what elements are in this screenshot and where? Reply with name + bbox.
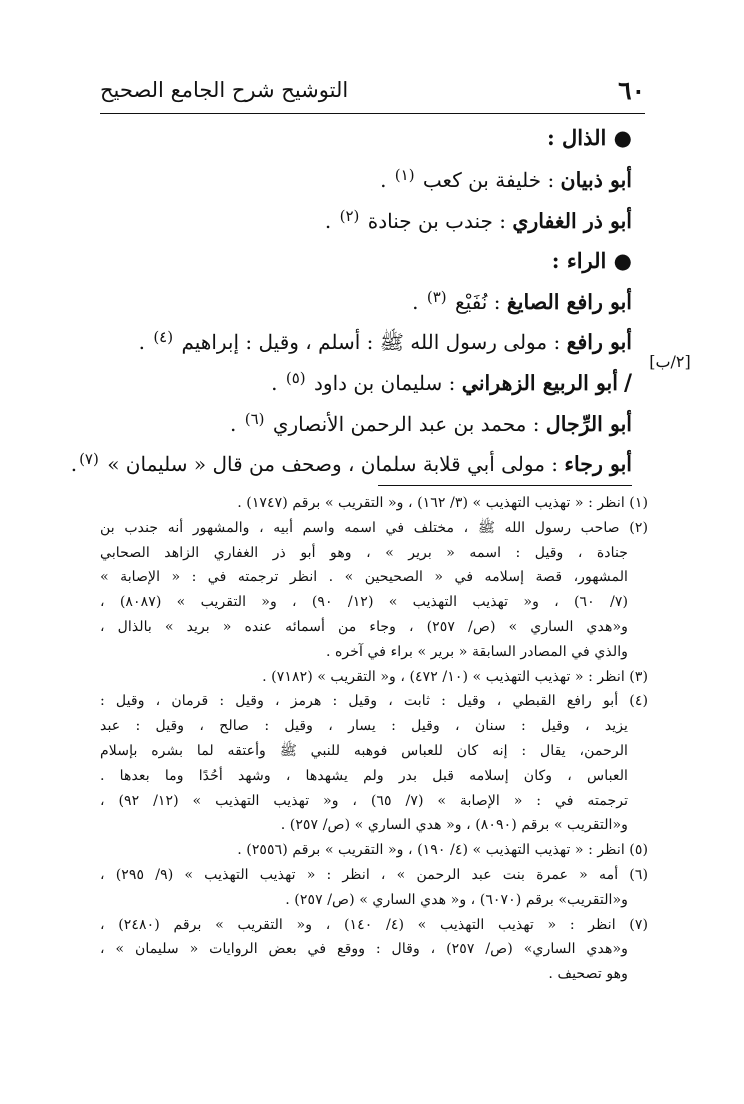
page-number: ٦٠ bbox=[618, 76, 645, 105]
folio-slash: / bbox=[623, 369, 632, 396]
running-title: التوشيح شرح الجامع الصحيح bbox=[100, 78, 349, 102]
entry-tail: . bbox=[412, 289, 425, 314]
entry-text: : جندب بن جنادة bbox=[361, 208, 513, 233]
entry-kunya: أبو رجاء bbox=[564, 452, 632, 477]
entry-text: : نُفَيْع bbox=[448, 289, 507, 314]
entry-kunya: أبو رافع bbox=[566, 330, 632, 355]
footnote-line: و«هدي الساري » (ص/ ٢٥٧) ، وجاء من أسمائه عنده « بريد » بالذال ، bbox=[100, 618, 628, 635]
section-heading-dhal bbox=[100, 116, 632, 160]
entry-abu-dhubyan bbox=[100, 160, 632, 201]
footnote-ref: (٥) bbox=[285, 368, 306, 387]
footnote-line: (٣) انظر : « تهذيب التهذيب » (١٠/ ٤٧٢) ، و« التقريب » (٧١٨٢) . bbox=[262, 668, 648, 685]
entry-tail: . bbox=[324, 208, 338, 233]
footnote-ref: (٧) bbox=[79, 450, 99, 469]
footnote-line: يزيد ، وقيل : سنان ، وقيل : يسار ، وقيل : صالح ، وقيل : عبد bbox=[100, 718, 628, 735]
entry-text: : محمد بن عبد الرحمن الأنصاري bbox=[266, 411, 546, 436]
margin-folio-note: [٢/ب] bbox=[649, 352, 691, 371]
header-rule bbox=[100, 113, 645, 114]
footnote-line: (٧/ ٦٠) ، و« تهذيب التهذيب » (١٢/ ٩٠) ، و« التقريب » (٨٠٨٧) ، bbox=[100, 594, 628, 611]
entry-text: : مولى رسول الله ﷺ : أسلم ، وقيل : إبراهيم bbox=[175, 330, 567, 355]
entry-abu-raja bbox=[70, 444, 632, 485]
footnote-line: (٢) صاحب رسول الله ﷺ ، مختلف في اسمه واسم أبيه ، والمشهور أنه جندب بن bbox=[100, 519, 648, 536]
entry-text: : سليمان بن داود bbox=[307, 370, 462, 395]
entry-abu-dharr bbox=[100, 201, 632, 242]
heading-text: ● الذال : bbox=[546, 125, 632, 150]
footnote-line: الرحمن، يقال : إنه كان للعباس فوهبه للنبي ﷺ وأعتقه لما بشره بإسلام bbox=[100, 742, 628, 759]
footnote-line: العباس ، وكان إسلامه قبل بدر ولم يشهدها ، وشهد أحُدًا وما بعدها . bbox=[100, 767, 628, 784]
section-heading-ra bbox=[100, 241, 632, 282]
footnotes bbox=[100, 491, 648, 987]
entry-abu-rafi bbox=[100, 322, 632, 363]
footnote-line: و«التقريب » برقم (٨٠٩٠) ، و« هدي الساري » (ص/ ٢٥٧) . bbox=[280, 817, 628, 834]
entry-kunya: أبو رافع الصايغ bbox=[506, 289, 632, 314]
footnote-ref: (٤) bbox=[153, 328, 174, 347]
entry-tail: . bbox=[138, 330, 152, 355]
heading-text: ● الراء : bbox=[551, 248, 632, 274]
footnote-line: وهو تصحيف . bbox=[548, 966, 628, 983]
footnote-line: (٧) انظر : « تهذيب التهذيب » (٤/ ١٤٠) ، و« التقريب » برقم (٢٤٨٠) ، bbox=[100, 916, 648, 933]
footnote-line: (٥) انظر : « تهذيب التهذيب » (٤/ ١٩٠) ، و« التقريب » برقم (٢٥٥٦) . bbox=[237, 842, 648, 859]
page-header bbox=[100, 70, 645, 110]
footnote-line: المشهور، قصة إسلامه في « الصحيحين » . انظر ترجمته في : « الإصابة » bbox=[100, 569, 628, 586]
footnote-ref: (١) bbox=[394, 166, 415, 184]
entry-text: : خليفة بن كعب bbox=[416, 168, 561, 192]
footnote-line: و«التقريب» برقم (٦٠٧٠) ، و« هدي الساري » (ص/ ٢٥٧) . bbox=[285, 891, 628, 908]
entry-tail: . bbox=[70, 452, 78, 477]
footnote-line: (٤) أبو رافع القبطي ، وقيل : ثابت ، وقيل : هرمز ، وقيل : قرمان ، وقيل : bbox=[100, 693, 648, 710]
entry-kunya: أبو الربيع الزهراني bbox=[461, 370, 618, 395]
footnote-ref: (٦) bbox=[244, 409, 265, 428]
footnote-line: (١) انظر : « تهذيب التهذيب » (٣/ ١٦٢) ، و« التقريب » برقم (١٧٤٧) . bbox=[237, 495, 648, 511]
entry-text: : مولى أبي قلابة سلمان ، وصحف من قال « سليمان » bbox=[100, 452, 565, 477]
entry-abu-rafi-saigh bbox=[100, 282, 632, 323]
footnote-line: و«هدي الساري» (ص/ ٢٥٧) ، وقال : ووقع في بعض الروايات « سليمان » ، bbox=[100, 941, 628, 958]
footnote-separator bbox=[378, 485, 632, 486]
footnote-line: والذي في المصادر السابقة « برير » براء في آخره . bbox=[325, 643, 628, 660]
entry-tail: . bbox=[230, 411, 243, 436]
footnote-ref: (٣) bbox=[426, 287, 447, 306]
footnote-line: جنادة ، وقيل : اسمه « برير » ، وهو أبو ذر الغفاري الزاهد الصحابي bbox=[100, 544, 628, 561]
entry-tail: . bbox=[271, 370, 284, 395]
entry-kunya: أبو ذر الغفاري bbox=[512, 208, 632, 233]
entry-tail: . bbox=[380, 168, 393, 192]
footnote-line: ترجمته في : « الإصابة » (٧/ ٦٥) ، و« تهذيب التهذيب » (١٢/ ٩٢) ، bbox=[100, 792, 629, 809]
footnote-ref: (٢) bbox=[339, 206, 360, 225]
entry-abu-rijal bbox=[100, 404, 632, 445]
entry-abu-rabi bbox=[100, 363, 632, 404]
entry-kunya: أبو ذبيان bbox=[560, 168, 632, 192]
footnote-line: (٦) أمه « عمرة بنت عبد الرحمن » ، انظر : « تهذيب التهذيب » (٩/ ٢٩٥) ، bbox=[100, 866, 648, 883]
entry-kunya: أبو الرِّجال bbox=[545, 411, 632, 436]
main-text bbox=[70, 116, 632, 485]
